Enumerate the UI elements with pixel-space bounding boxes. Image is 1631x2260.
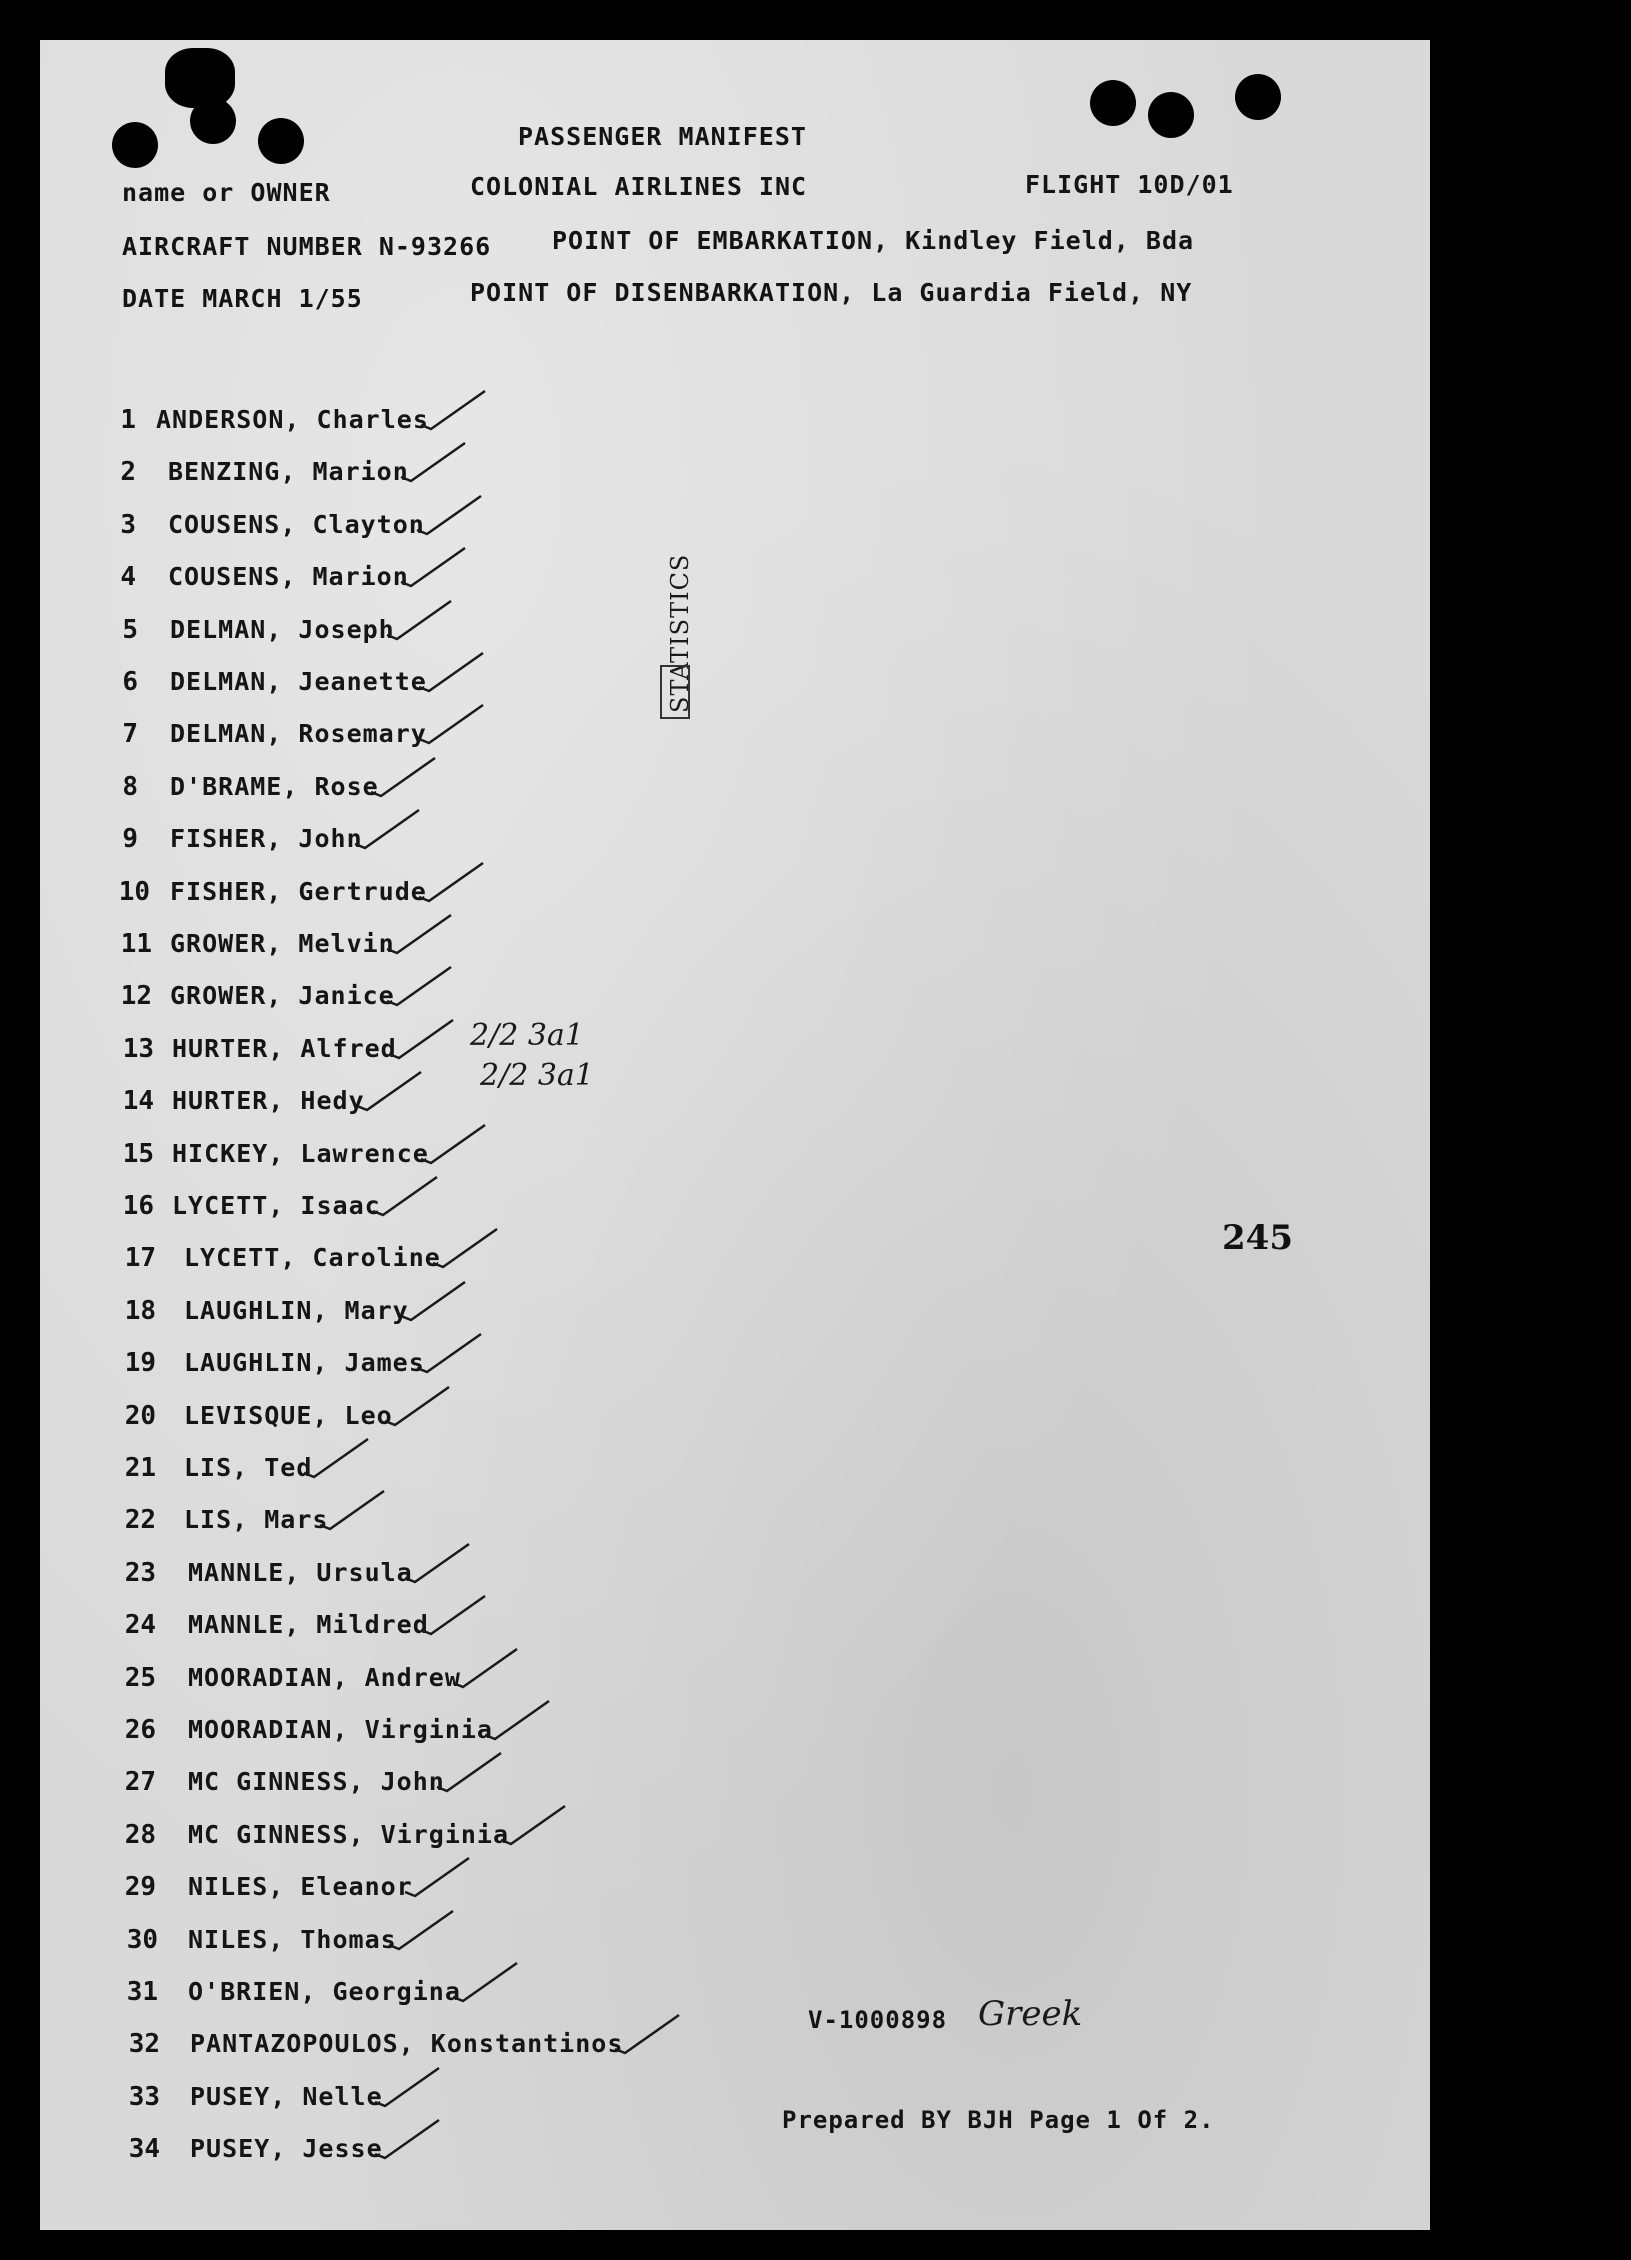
passenger-name: LAUGHLIN, James — [184, 1348, 425, 1377]
passenger-name: MANNLE, Ursula — [188, 1558, 413, 1587]
passenger-number: 18 — [124, 1296, 156, 1326]
passenger-number: 16 — [122, 1191, 154, 1221]
check-mark-icon — [355, 1066, 425, 1116]
passenger-name: PANTAZOPOULOS, Konstantinos — [190, 2029, 624, 2058]
passenger-name: LIS, Mars — [184, 1505, 329, 1534]
check-mark-icon — [399, 1276, 469, 1326]
check-mark-icon — [613, 2009, 683, 2059]
passenger-number: 19 — [124, 1348, 156, 1378]
passenger-number: 21 — [124, 1453, 156, 1483]
check-mark-icon — [417, 647, 487, 697]
stamp-box — [660, 665, 690, 719]
passenger-number: 7 — [122, 719, 138, 749]
passenger-name: D'BRAME, Rose — [170, 772, 379, 801]
passenger-name: PUSEY, Jesse — [190, 2134, 383, 2163]
passenger-number: 15 — [122, 1139, 154, 1169]
check-mark-icon — [451, 1957, 521, 2007]
check-mark-icon — [419, 1590, 489, 1640]
passenger-name: LEVISQUE, Leo — [184, 1401, 393, 1430]
passenger-number: 33 — [128, 2082, 160, 2112]
passenger-number: 34 — [128, 2134, 160, 2164]
passenger-name: NILES, Eleanor — [188, 1872, 413, 1901]
passenger-number: 14 — [122, 1086, 154, 1116]
passenger-number: 29 — [124, 1872, 156, 1902]
passenger-number: 28 — [124, 1820, 156, 1850]
passenger-number: 23 — [124, 1558, 156, 1588]
manifest-sheet — [40, 40, 1430, 2230]
check-mark-icon — [385, 595, 455, 645]
passenger-name: ANDERSON, Charles — [156, 405, 429, 434]
passenger-name: NILES, Thomas — [188, 1925, 397, 1954]
passenger-name: COUSENS, Clayton — [168, 510, 425, 539]
page-number: 245 — [1222, 1218, 1293, 1258]
passenger-number: 13 — [122, 1034, 154, 1064]
handwritten-note: 2/2 3a1 — [480, 1058, 594, 1093]
passenger-name: MC GINNESS, Virginia — [188, 1820, 510, 1849]
check-mark-icon — [431, 1223, 501, 1273]
punch-hole — [258, 118, 304, 164]
punch-hole — [1148, 92, 1194, 138]
passenger-name: HURTER, Alfred — [172, 1034, 397, 1063]
check-mark-icon — [435, 1747, 505, 1797]
passenger-name: GROWER, Melvin — [170, 929, 395, 958]
visa-number: V-1000898 — [808, 2006, 948, 2034]
check-mark-icon — [499, 1800, 569, 1850]
passenger-name: LYCETT, Isaac — [172, 1191, 381, 1220]
passenger-name: LIS, Ted — [184, 1453, 313, 1482]
check-mark-icon — [387, 1014, 457, 1064]
owner-label: name or OWNER — [122, 178, 331, 207]
passenger-number: 31 — [126, 1977, 158, 2007]
passenger-number: 17 — [124, 1243, 156, 1273]
check-mark-icon — [415, 1328, 485, 1378]
passenger-name: LAUGHLIN, Mary — [184, 1296, 409, 1325]
check-mark-icon — [417, 699, 487, 749]
manifest-date: DATE MARCH 1/55 — [122, 284, 363, 313]
check-mark-icon — [399, 542, 469, 592]
check-mark-icon — [353, 804, 423, 854]
manifest-title: PASSENGER MANIFEST — [518, 122, 807, 151]
passenger-number: 3 — [120, 510, 136, 540]
passenger-name: DELMAN, Rosemary — [170, 719, 427, 748]
passenger-number: 6 — [122, 667, 138, 697]
passenger-name: HURTER, Hedy — [172, 1086, 365, 1115]
passenger-name: DELMAN, Joseph — [170, 615, 395, 644]
passenger-number: 26 — [124, 1715, 156, 1745]
check-mark-icon — [383, 1381, 453, 1431]
owner-value: COLONIAL AIRLINES INC — [470, 172, 808, 201]
passenger-number: 30 — [126, 1925, 158, 1955]
check-mark-icon — [371, 1171, 441, 1221]
passenger-number: 32 — [128, 2029, 160, 2059]
passenger-number: 4 — [120, 562, 136, 592]
passenger-number: 11 — [120, 929, 152, 959]
check-mark-icon — [369, 752, 439, 802]
passenger-name: FISHER, Gertrude — [170, 877, 427, 906]
aircraft-number: AIRCRAFT NUMBER N-93266 — [122, 232, 492, 261]
passenger-number: 22 — [124, 1505, 156, 1535]
flight-number: FLIGHT 10D/01 — [1025, 170, 1234, 199]
passenger-name: DELMAN, Jeanette — [170, 667, 427, 696]
passenger-number: 12 — [120, 981, 152, 1011]
punch-hole — [165, 48, 235, 108]
prepared-by: Prepared BY BJH Page 1 Of 2. — [782, 2106, 1215, 2134]
passenger-name: O'BRIEN, Georgina — [188, 1977, 461, 2006]
check-mark-icon — [419, 385, 489, 435]
passenger-name: BENZING, Marion — [168, 457, 409, 486]
passenger-number: 8 — [122, 772, 138, 802]
check-mark-icon — [318, 1485, 388, 1535]
check-mark-icon — [417, 857, 487, 907]
passenger-name: LYCETT, Caroline — [184, 1243, 441, 1272]
passenger-number: 10 — [118, 877, 150, 907]
punch-hole — [1235, 74, 1281, 120]
check-mark-icon — [415, 490, 485, 540]
passenger-name: HICKEY, Lawrence — [172, 1139, 429, 1168]
check-mark-icon — [385, 961, 455, 1011]
passenger-number: 27 — [124, 1767, 156, 1797]
punch-hole — [112, 122, 158, 168]
passenger-number: 5 — [122, 615, 138, 645]
point-of-embarkation: POINT OF EMBARKATION, Kindley Field, Bda — [552, 226, 1195, 255]
passenger-number: 2 — [120, 457, 136, 487]
check-mark-icon — [403, 1852, 473, 1902]
passenger-number: 20 — [124, 1401, 156, 1431]
passenger-name: MANNLE, Mildred — [188, 1610, 429, 1639]
visa-handwritten-note: Greek — [978, 1994, 1083, 2034]
passenger-number: 24 — [124, 1610, 156, 1640]
check-mark-icon — [451, 1643, 521, 1693]
passenger-name: COUSENS, Marion — [168, 562, 409, 591]
passenger-name: GROWER, Janice — [170, 981, 395, 1010]
check-mark-icon — [399, 437, 469, 487]
point-of-disembarkation: POINT OF DISENBARKATION, La Guardia Field, NY — [470, 278, 1193, 307]
passenger-name: FISHER, John — [170, 824, 363, 853]
check-mark-icon — [385, 909, 455, 959]
check-mark-icon — [373, 2062, 443, 2112]
passenger-name: PUSEY, Nelle — [190, 2082, 383, 2111]
passenger-name: MOORADIAN, Andrew — [188, 1663, 461, 1692]
check-mark-icon — [387, 1905, 457, 1955]
passenger-name: MOORADIAN, Virginia — [188, 1715, 493, 1744]
handwritten-note: 2/2 3a1 — [470, 1018, 584, 1053]
check-mark-icon — [419, 1119, 489, 1169]
check-mark-icon — [302, 1433, 372, 1483]
passenger-number: 9 — [122, 824, 138, 854]
punch-hole — [1090, 80, 1136, 126]
check-mark-icon — [403, 1538, 473, 1588]
passenger-number: 25 — [124, 1663, 156, 1693]
check-mark-icon — [373, 2114, 443, 2164]
statistics-stamp-text: STATISTICS — [666, 553, 694, 713]
check-mark-icon — [483, 1695, 553, 1745]
passenger-name: MC GINNESS, John — [188, 1767, 445, 1796]
passenger-number: 1 — [120, 405, 136, 435]
